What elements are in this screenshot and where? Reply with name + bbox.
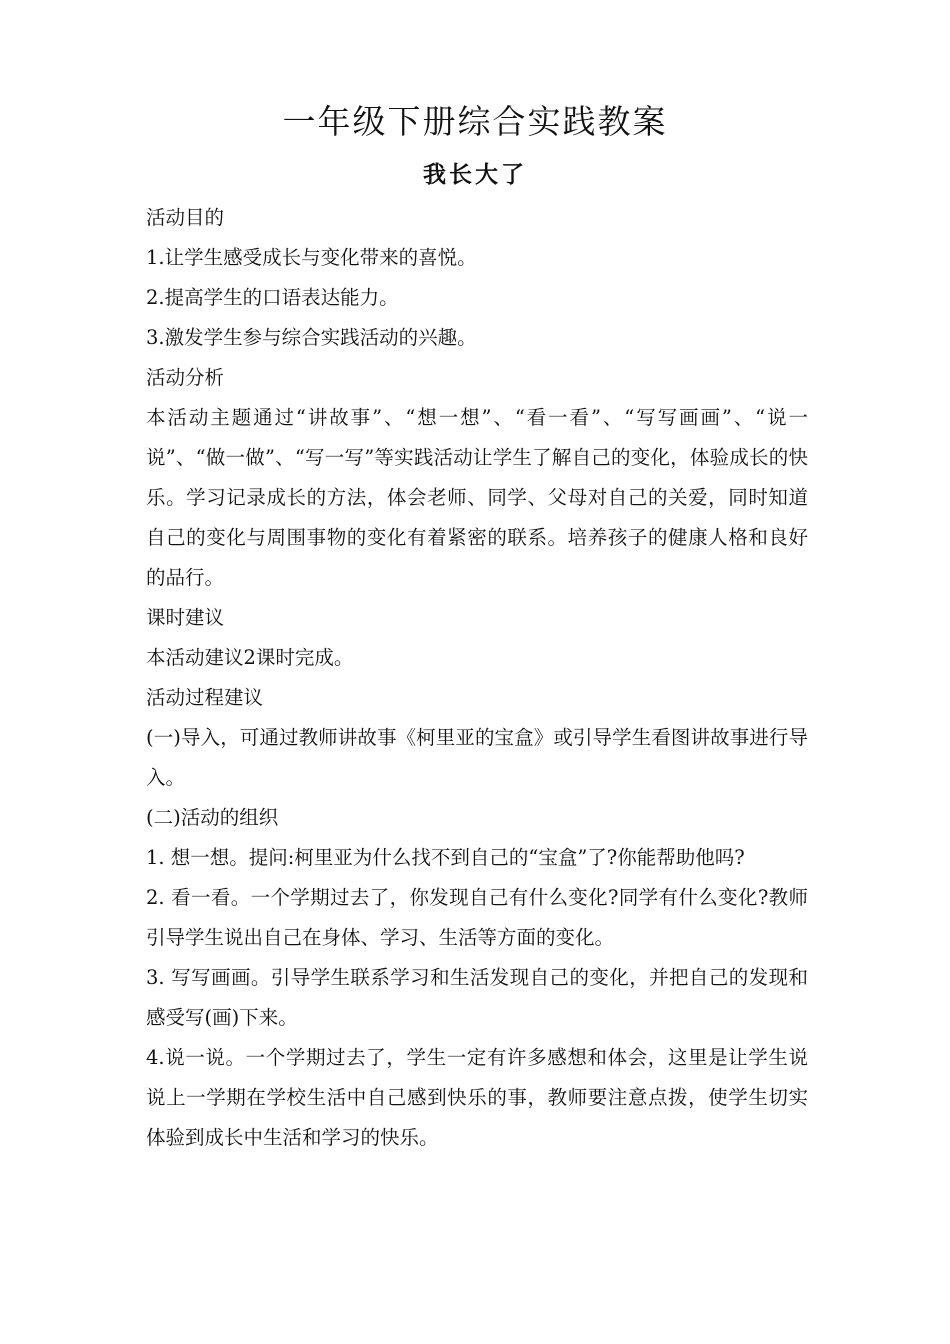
section-heading-lesson-hours: 课时建议 — [146, 606, 225, 629]
paragraph: 2.提高学生的口语表达能力。 — [146, 286, 399, 309]
section-heading-process: 活动过程建议 — [146, 686, 264, 709]
paragraph: 2. 看一看。一个学期过去了，你发现自己有什么变化?同学有什么变化?教师引导学生说出自己在身体、学习、生活等方面的变化。 — [146, 886, 808, 949]
paragraph: (一)导入，可通过教师讲故事《柯里亚的宝盒》或引导学生看图讲故事进行导入。 — [146, 726, 808, 789]
paragraph: 3.激发学生参与综合实践活动的兴趣。 — [146, 326, 477, 349]
paragraph: 1.让学生感受成长与变化带来的喜悦。 — [146, 246, 477, 269]
paragraph: 4.说一说。一个学期过去了，学生一定有许多感想和体会，这里是让学生说说上一学期在学校生活中自己感到快乐的事，教师要注意点拨，使学生切实体验到成长中生活和学习的快乐。 — [146, 1046, 808, 1149]
document-subtitle: 我长大了 — [423, 161, 527, 188]
paragraph: (二)活动的组织 — [146, 806, 279, 829]
section-heading-objectives: 活动目的 — [146, 206, 225, 229]
section-heading-analysis: 活动分析 — [146, 366, 225, 389]
paragraph: 1. 想一想。提问:柯里亚为什么找不到自己的“宝盒”了?你能帮助他吗? — [146, 846, 745, 869]
paragraph: 3. 写写画画。引导学生联系学习和生活发现自己的变化，并把自己的发现和感受写(画)下来。 — [146, 966, 808, 1029]
paragraph: 本活动建议2课时完成。 — [146, 646, 354, 669]
document-body — [146, 198, 808, 1158]
document-title: 一年级下册综合实践教案 — [282, 102, 668, 141]
paragraph: 本活动主题通过“讲故事”、“想一想”、“看一看”、“写写画画”、“说一说”、“做一做”、“写一写”等实践活动让学生了解自己的变化，体验成长的快乐。学习记录成长的方法，体会老师、同学、父母对自己的关爱，同时知道自己的变化与周围事物的变化有着紧密的联系。培养孩子的健康人格和良好的品行。 — [146, 406, 808, 589]
